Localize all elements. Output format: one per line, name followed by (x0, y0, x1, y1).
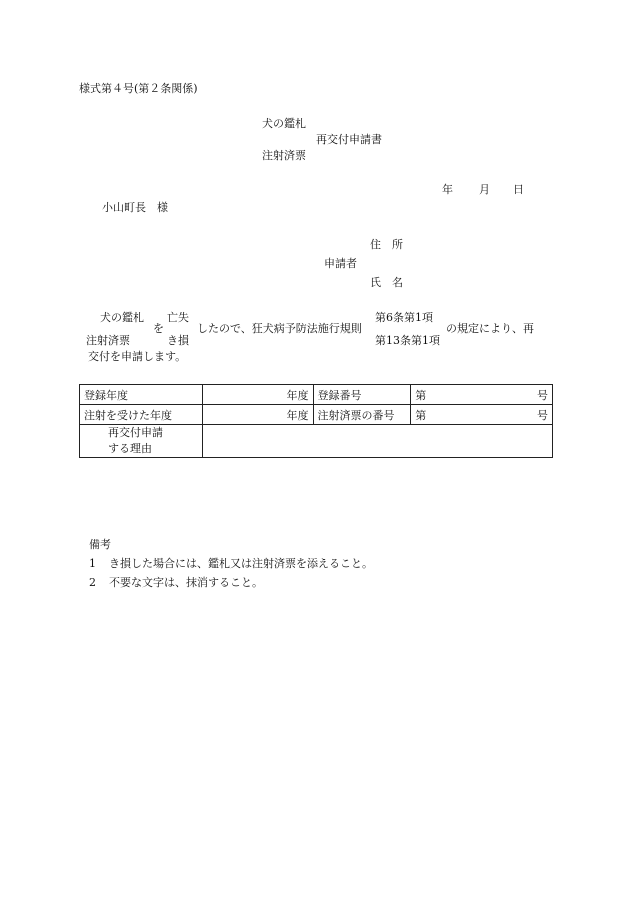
table-row (80, 405, 553, 425)
body-line2: 交付を申請します。 (88, 350, 187, 363)
reg-year-label: 登録年度 (80, 385, 203, 405)
body-item-tag: 犬の鑑札 (100, 311, 144, 324)
go-label: 号 (537, 388, 548, 402)
date-day: 日 (513, 183, 524, 196)
registration-table (79, 384, 553, 458)
note-text: 不要な文字は、抹消すること。 (109, 576, 263, 589)
notes-heading: 備考 (89, 538, 111, 551)
note-item (89, 576, 263, 590)
date-year: 年 (442, 183, 453, 196)
title-option-tag: 犬の鑑札 (262, 117, 306, 130)
document-title: 再交付申請書 (316, 133, 382, 146)
note-number: 1 (89, 557, 96, 570)
dai-label: 第 (415, 388, 427, 402)
table-row (80, 385, 553, 405)
form-number: 様式第４号(第２条関係) (79, 82, 198, 95)
inj-year-label: 注射を受けた年度 (80, 405, 203, 425)
reg-number-label: 登録番号 (313, 385, 411, 405)
title-option-certificate: 注射済票 (262, 149, 306, 162)
reason-field[interactable] (202, 425, 552, 458)
inj-number-field[interactable] (411, 405, 553, 425)
body-particle: を (153, 322, 164, 335)
reg-year-field[interactable] (202, 385, 313, 405)
reason-line2: する理由 (108, 442, 152, 455)
note-text: き損した場合には、鑑札又は注射済票を添えること。 (109, 557, 373, 570)
body-middle-text: したので、狂犬病予防法施行規則 (197, 322, 362, 335)
date-month: 月 (479, 183, 490, 196)
applicant-label: 申請者 (324, 257, 357, 270)
addressee: 小山町長 様 (102, 201, 168, 214)
address-label: 住 所 (370, 238, 403, 251)
body-article-b: 第13条第1項 (375, 334, 440, 347)
reason-line1: 再交付申請 (108, 426, 163, 439)
dai-label: 第 (415, 408, 427, 422)
inj-number-label: 注射済票の番号 (313, 405, 411, 425)
body-tail-text: の規定により、再 (446, 322, 534, 335)
body-article-a: 第6条第1項 (375, 311, 433, 324)
note-number: 2 (89, 576, 96, 589)
year-suffix: 年度 (286, 408, 309, 422)
name-label: 氏 名 (370, 276, 403, 289)
go-label: 号 (537, 408, 548, 422)
year-suffix: 年度 (286, 388, 309, 402)
body-cause-lost: 亡失 (167, 311, 189, 324)
inj-year-field[interactable] (202, 405, 313, 425)
reason-label-cell (80, 425, 203, 458)
reg-number-field[interactable] (411, 385, 553, 405)
body-item-certificate: 注射済票 (86, 334, 130, 347)
body-cause-damaged: き損 (167, 334, 189, 347)
note-item (89, 557, 373, 571)
table-row (80, 425, 553, 458)
